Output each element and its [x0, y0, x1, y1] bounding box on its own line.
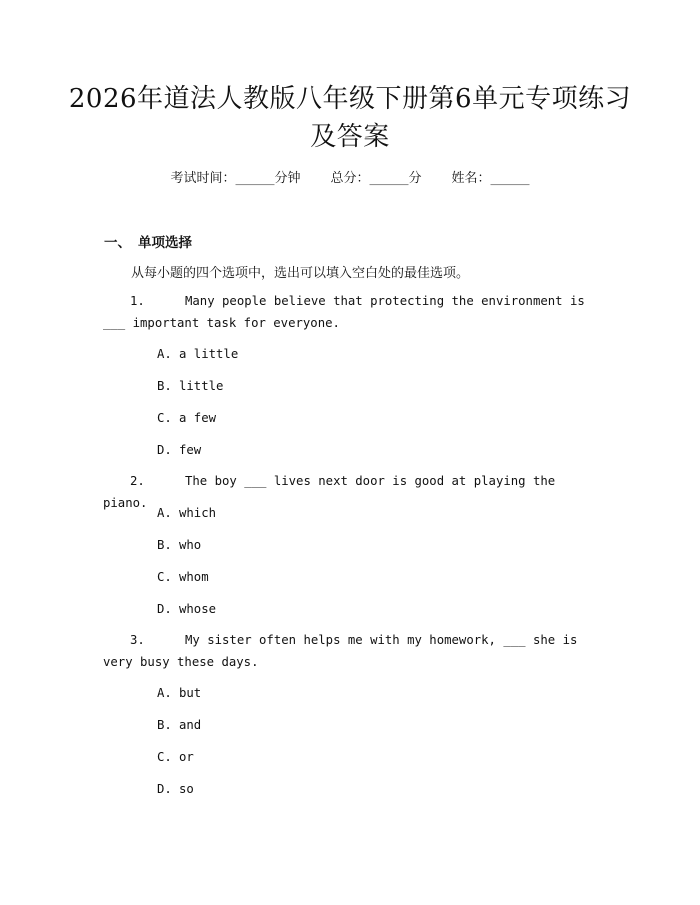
option-letter: C.: [157, 750, 172, 764]
question-text: Many people believe that protecting the environment is ___ important task for everyone.: [103, 294, 585, 330]
question-3-option-b: [157, 716, 201, 734]
option-text: a few: [179, 411, 217, 425]
option-letter: D.: [157, 602, 172, 616]
option-letter: B.: [157, 718, 172, 732]
question-3-option-d: [157, 780, 194, 798]
total-score-field: 总分：______分: [330, 171, 422, 186]
question-number: 2.: [130, 474, 145, 488]
option-text: who: [179, 538, 202, 552]
question-2-option-b: [157, 536, 201, 554]
option-text: and: [179, 718, 202, 732]
option-text: little: [179, 379, 224, 393]
section-title: 单项选择: [138, 235, 192, 251]
option-text: so: [179, 782, 194, 796]
option-letter: A.: [157, 347, 172, 361]
option-letter: C.: [157, 411, 172, 425]
page-title: 2026年道法人教版八年级下册第6单元专项练习及答案: [68, 84, 632, 152]
option-letter: D.: [157, 782, 172, 796]
option-letter: C.: [157, 570, 172, 584]
question-1-option-c: [157, 409, 216, 427]
question-number: 1.: [130, 294, 145, 308]
option-text: but: [179, 686, 202, 700]
option-letter: A.: [157, 686, 172, 700]
question-text: My sister often helps me with my homework, ___ she is very busy these days.: [103, 633, 578, 669]
option-text: a little: [179, 347, 239, 361]
option-text: which: [179, 506, 217, 520]
exam-meta-line: [0, 170, 700, 188]
option-letter: D.: [157, 443, 172, 457]
question-2-option-d: [157, 600, 216, 618]
question-1-option-b: [157, 377, 223, 395]
option-text: whose: [179, 602, 217, 616]
question-number: 3.: [130, 633, 145, 647]
question-3-option-a: [157, 684, 201, 702]
question-1-option-a: [157, 345, 238, 363]
option-letter: B.: [157, 538, 172, 552]
option-letter: B.: [157, 379, 172, 393]
exam-time-field: 考试时间：______分钟: [170, 171, 301, 186]
question-3-option-c: [157, 748, 194, 766]
section-number: 一、: [104, 235, 131, 251]
question-2-option-c: [157, 568, 209, 586]
question-1: [103, 290, 593, 334]
option-text: or: [179, 750, 194, 764]
option-text: whom: [179, 570, 209, 584]
option-text: few: [179, 443, 202, 457]
option-letter: A.: [157, 506, 172, 520]
section-heading: [104, 231, 192, 251]
question-2-option-a: [157, 504, 216, 522]
section-instruction: 从每小题的四个选项中，选出可以填入空白处的最佳选项。: [131, 266, 470, 281]
question-3: [103, 629, 593, 673]
student-name-field: 姓名：______: [451, 171, 530, 186]
question-1-option-d: [157, 441, 201, 459]
question-text: The boy ___ lives next door is good at playing the piano.: [103, 474, 556, 510]
